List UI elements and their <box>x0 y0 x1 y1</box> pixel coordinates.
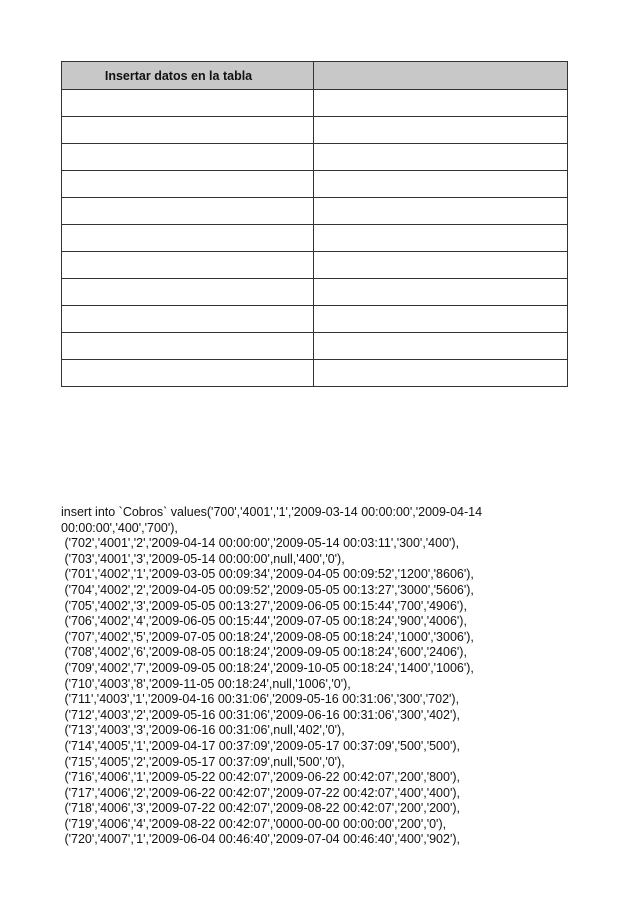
table-row <box>62 117 568 144</box>
table-body <box>62 90 568 387</box>
table-cell <box>62 225 314 252</box>
table-header-empty <box>314 62 568 90</box>
table-row <box>62 360 568 387</box>
sql-line: insert into `Cobros` values('700','4001','1','2009-03-14 00:00:00','2009-04-14 <box>61 505 483 519</box>
table-cell <box>62 90 314 117</box>
table-header-title: Insertar datos en la tabla <box>62 62 314 90</box>
table-cell <box>314 90 568 117</box>
sql-line: ('711','4003','1','2009-04-16 00:31:06','2009-05-16 00:31:06','300','702'), <box>61 692 460 707</box>
sql-line: ('717','4006','2','2009-06-22 00:42:07','2009-07-22 00:42:07','400','400'), <box>61 785 460 800</box>
table-cell <box>62 171 314 198</box>
sql-line: ('704','4002','2','2009-04-05 00:09:52','2009-05-05 00:13:27','3000','5606'), <box>61 582 474 597</box>
table-row <box>62 225 568 252</box>
sql-line: ('714','4005','1','2009-04-17 00:37:09','2009-05-17 00:37:09','500','500'), <box>61 738 460 753</box>
sql-line: ('715','4005','2','2009-05-17 00:37:09',null,'500','0'), <box>61 754 345 769</box>
sql-line: ('703','4001','3','2009-05-14 00:00:00',null,'400','0'), <box>61 551 345 566</box>
table-row <box>62 171 568 198</box>
sql-line: ('706','4002','4','2009-06-05 00:15:44','2009-07-05 00:18:24','900','4006'), <box>61 614 467 629</box>
table-cell <box>314 198 568 225</box>
sql-line: ('713','4003','3','2009-06-16 00:31:06',null,'402','0'), <box>61 723 345 738</box>
table-row <box>62 279 568 306</box>
table-cell <box>314 144 568 171</box>
table-cell <box>314 306 568 333</box>
sql-insert-statement <box>61 505 581 848</box>
sql-line: 00:00:00','400','700'), <box>61 520 178 535</box>
table-cell <box>314 117 568 144</box>
sql-line: ('716','4006','1','2009-05-22 00:42:07','2009-06-22 00:42:07','200','800'), <box>61 770 460 785</box>
sql-line: ('705','4002','3','2009-05-05 00:13:27','2009-06-05 00:15:44','700','4906'), <box>61 598 467 613</box>
table-row <box>62 198 568 225</box>
table-cell <box>62 306 314 333</box>
table-cell <box>314 360 568 387</box>
sql-line: ('707','4002','5','2009-07-05 00:18:24','2009-08-05 00:18:24','1000','3006'), <box>61 629 474 644</box>
table-cell <box>314 333 568 360</box>
sql-line: ('712','4003','2','2009-05-16 00:31:06','2009-06-16 00:31:06','300','402'), <box>61 707 460 722</box>
table-row <box>62 252 568 279</box>
table-cell <box>314 252 568 279</box>
table-row <box>62 144 568 171</box>
table-cell <box>314 171 568 198</box>
table-cell <box>62 252 314 279</box>
table-row <box>62 306 568 333</box>
table-header-row <box>62 62 568 90</box>
sql-line: ('709','4002','7','2009-09-05 00:18:24','2009-10-05 00:18:24','1400','1006'), <box>61 660 474 675</box>
sql-line: ('702','4001','2','2009-04-14 00:00:00','2009-05-14 00:03:11','300','400'), <box>61 536 460 551</box>
table-row <box>62 90 568 117</box>
sql-line: ('719','4006','4','2009-08-22 00:42:07','0000-00-00 00:00:00','200','0'), <box>61 816 447 831</box>
table-cell <box>62 198 314 225</box>
sql-line: ('710','4003','8','2009-11-05 00:18:24',null,'1006','0'), <box>61 676 351 691</box>
sql-line: ('708','4002','6','2009-08-05 00:18:24','2009-09-05 00:18:24','600','2406'), <box>61 645 467 660</box>
table-cell <box>62 279 314 306</box>
sql-line: ('718','4006','3','2009-07-22 00:42:07','2009-08-22 00:42:07','200','200'), <box>61 801 460 816</box>
sql-line: ('720','4007','1','2009-06-04 00:46:40','2009-07-04 00:46:40','400','902'), <box>61 832 460 847</box>
table-cell <box>62 360 314 387</box>
data-entry-table <box>61 61 568 387</box>
table-cell <box>314 279 568 306</box>
table-cell <box>62 144 314 171</box>
table-cell <box>62 117 314 144</box>
table-row <box>62 333 568 360</box>
table-cell <box>314 225 568 252</box>
table-cell <box>62 333 314 360</box>
sql-line: ('701','4002','1','2009-03-05 00:09:34','2009-04-05 00:09:52','1200','8606'), <box>61 567 474 582</box>
